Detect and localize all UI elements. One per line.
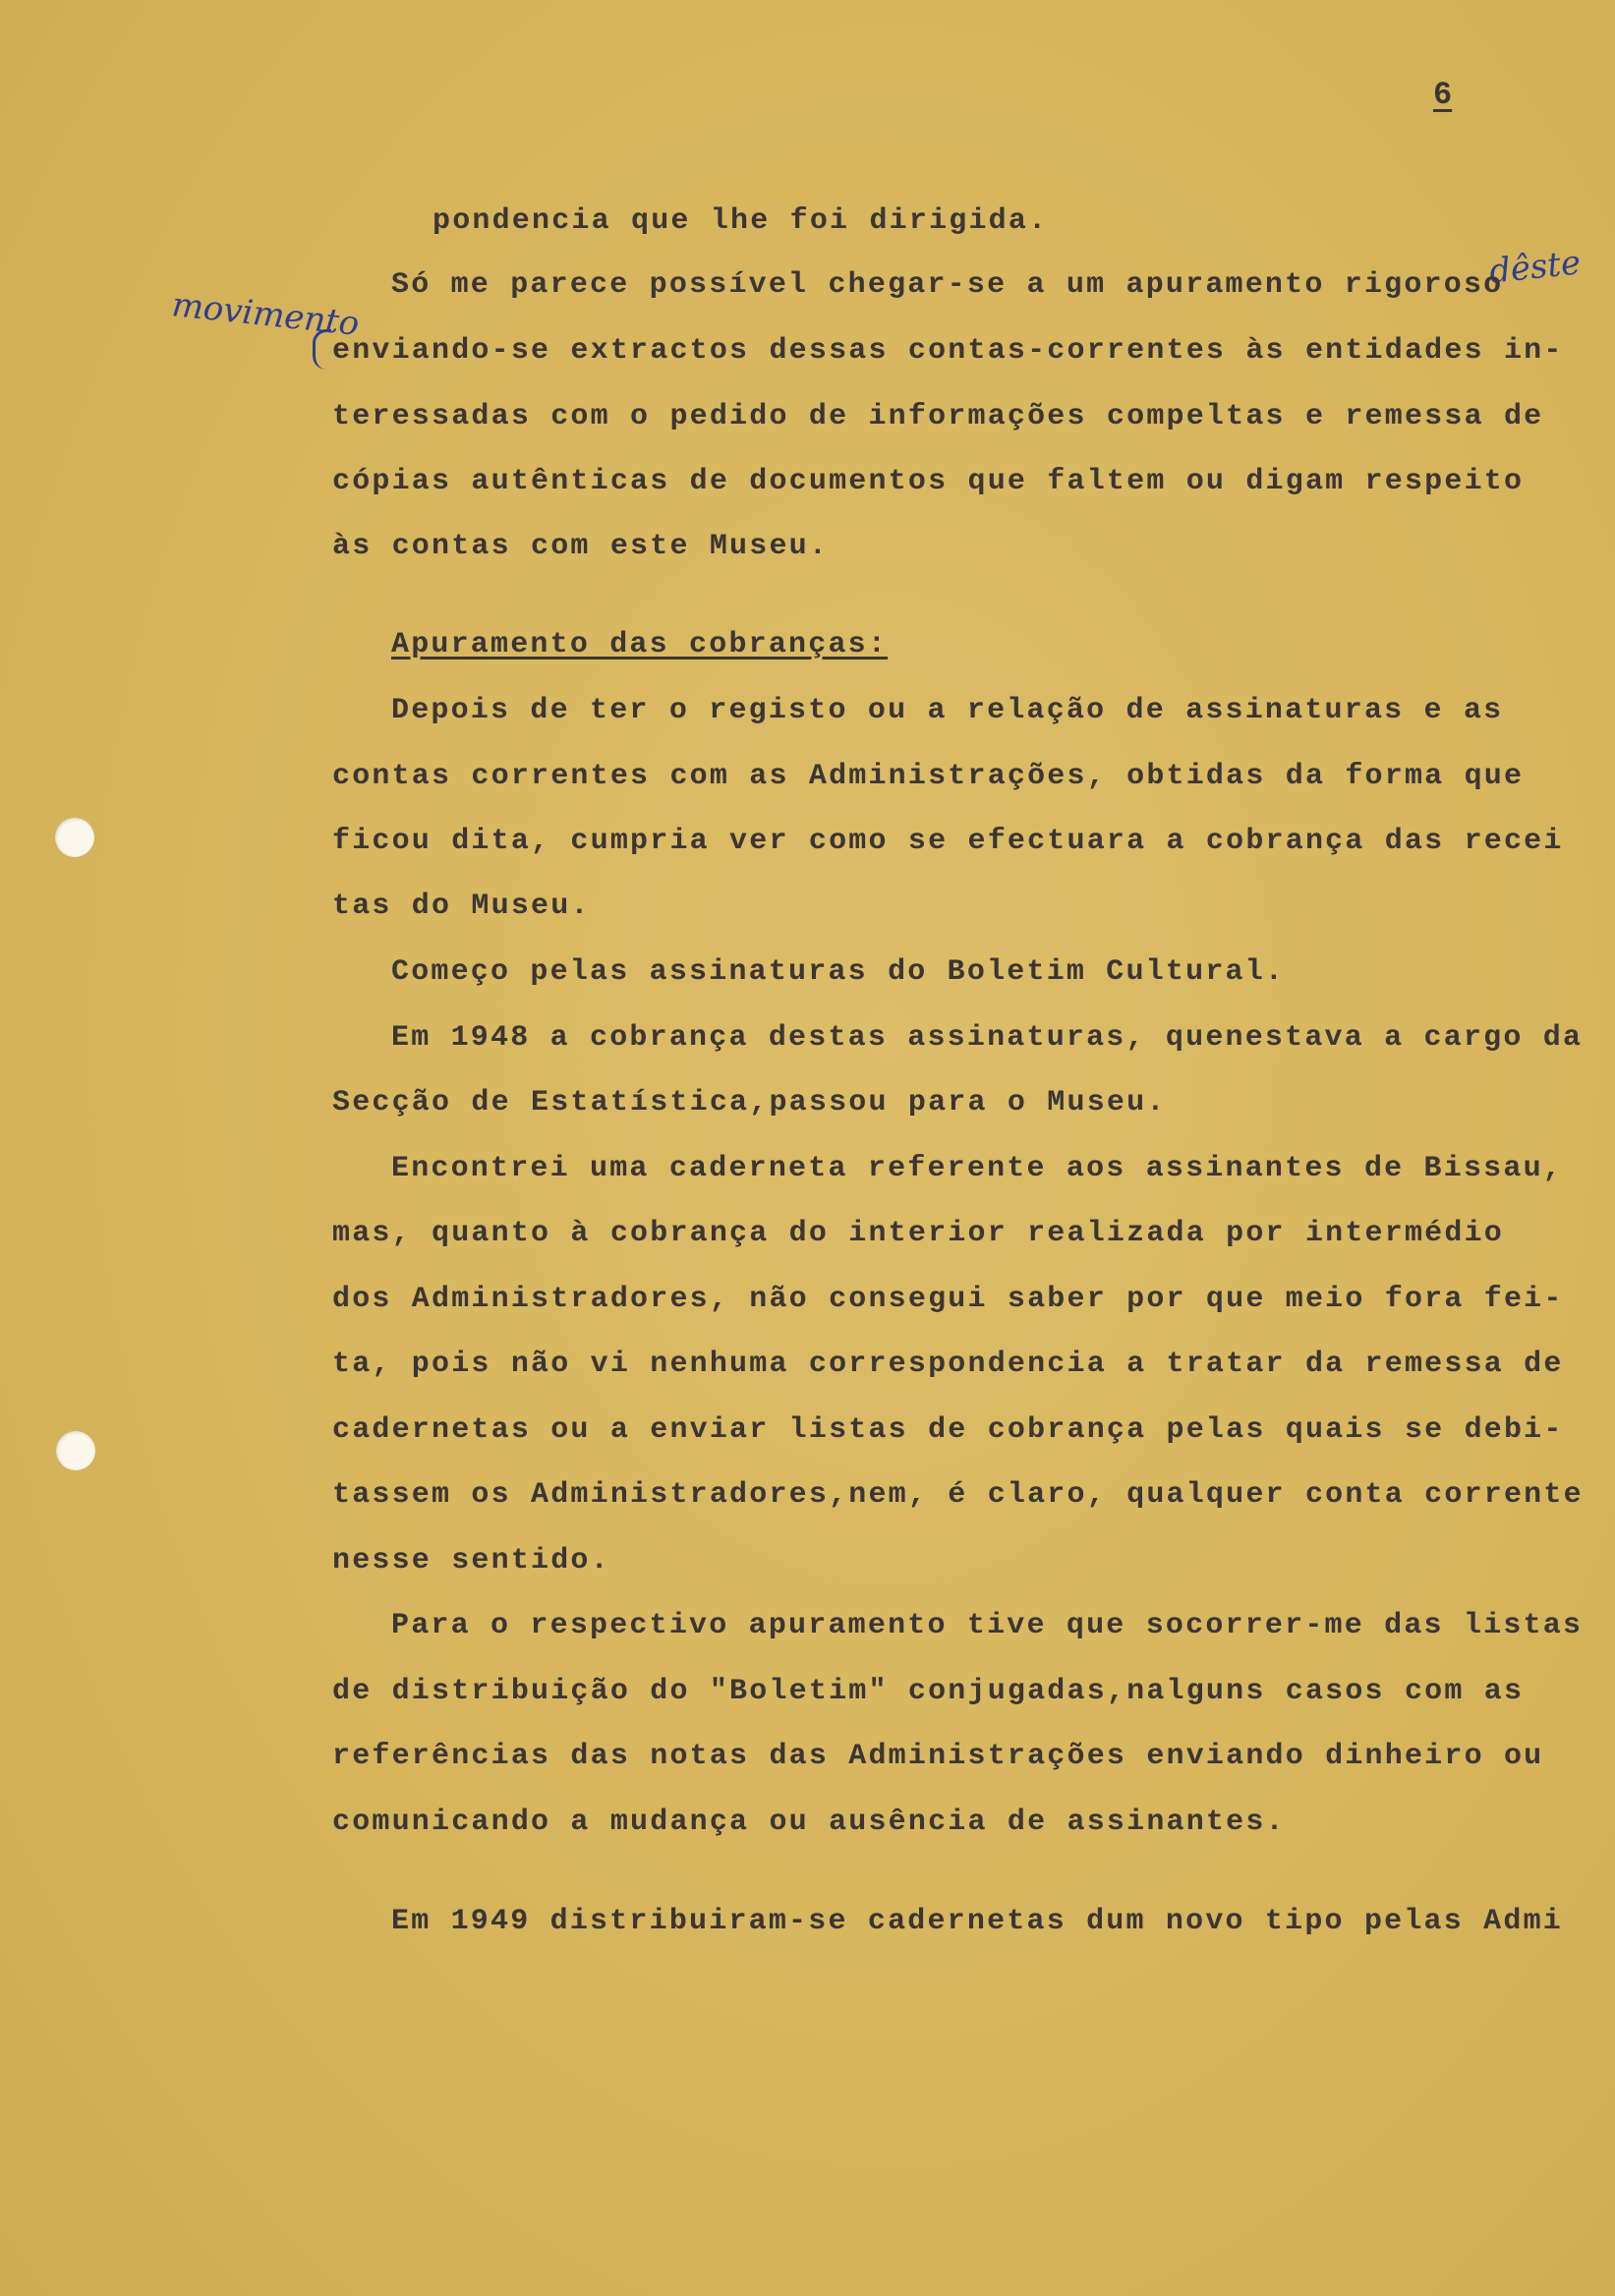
text-line: às contas com este Museu.	[332, 530, 830, 563]
text-line: Começo pelas assinaturas do Boletim Cultural.	[391, 955, 1286, 989]
text-line: tas do Museu.	[332, 890, 591, 923]
text-line: cópias autênticas de documentos que faltem ou digam respeito	[332, 465, 1525, 498]
text-line: Em 1948 a cobrança destas assinaturas, quenestava a cargo da	[391, 1021, 1584, 1055]
text-line: Depois de ter o registo ou a relação de assinaturas e as	[391, 694, 1504, 727]
punch-hole-bottom	[56, 1431, 95, 1470]
text-line: pondencia que lhe foi dirigida.	[433, 204, 1049, 238]
text-line: dos Administradores, não consegui saber por que meio fora fei-	[332, 1283, 1564, 1316]
text-line: comunicando a mudança ou ausência de assinantes.	[332, 1806, 1286, 1839]
text-line: Secção de Estatística,passou para o Museu.	[332, 1086, 1167, 1119]
text-line: de distribuição do "Boletim" conjugadas,nalguns casos com as	[332, 1675, 1525, 1708]
text-line: enviando-se extractos dessas contas-correntes às entidades in-	[332, 334, 1564, 368]
text-line: referências das notas das Administrações enviando dinheiro ou	[332, 1740, 1544, 1773]
text-line: teressadas com o pedido de informações compeltas e remessa de	[332, 400, 1544, 433]
text-line: tassem os Administradores,nem, é claro, qualquer conta corrente	[332, 1478, 1584, 1512]
text-line: Encontrei uma caderneta referente aos assinantes de Bissau,	[391, 1152, 1563, 1185]
text-line: ta, pois não vi nenhuma correspondencia a tratar da remessa de	[332, 1348, 1564, 1381]
text-line: Em 1949 distribuiram-se cadernetas dum novo tipo pelas Admi	[391, 1905, 1563, 1938]
text-line: contas correntes com as Administrações, obtidas da forma que	[332, 760, 1525, 793]
text-line: Só me parece possível chegar-se a um apuramento rigoroso	[391, 268, 1504, 302]
text-line: mas, quanto à cobrança do interior realizada por intermédio	[332, 1217, 1504, 1250]
text-line: Para o respectivo apuramento tive que socorrer-me das listas	[391, 1609, 1584, 1642]
handwritten-margin-note: movimento	[169, 285, 362, 344]
handwritten-insertion: dêste	[1487, 243, 1583, 292]
text-line: cadernetas ou a enviar listas de cobrança pelas quais se debi-	[332, 1413, 1564, 1447]
text-line: ficou dita, cumpria ver como se efectuara a cobrança das recei	[332, 825, 1564, 858]
text-line: nesse sentido.	[332, 1544, 610, 1578]
punch-hole-top	[55, 818, 94, 857]
page-number: 6	[1433, 77, 1453, 113]
section-heading: Apuramento das cobranças:	[391, 628, 889, 661]
insertion-bracket	[313, 329, 331, 370]
